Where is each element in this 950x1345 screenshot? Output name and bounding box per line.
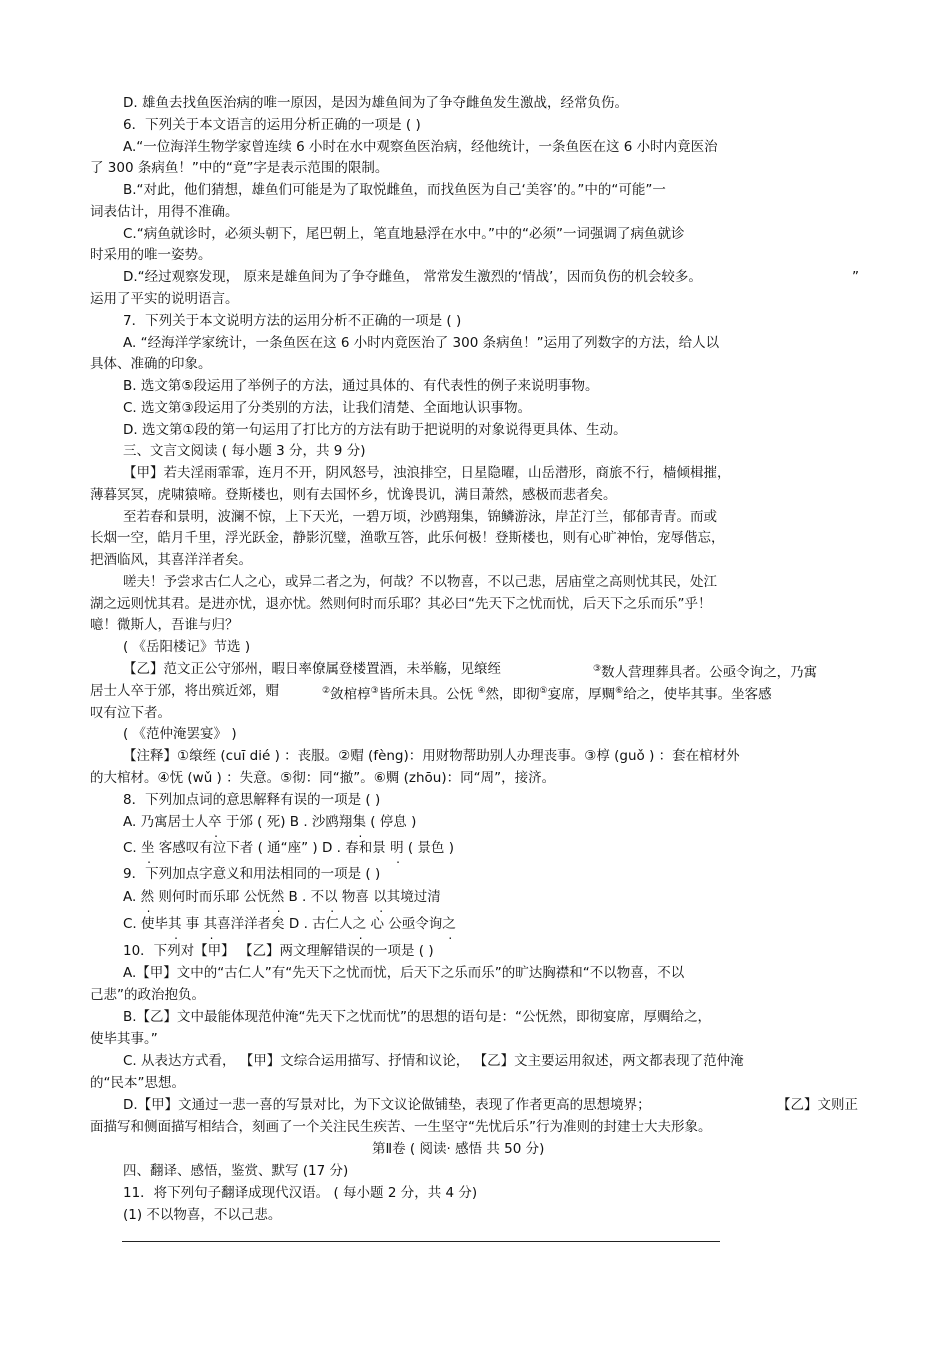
jia-para1-line1: 【甲】若夫淫雨霏霏，连月不开，阴风怒号，浊浪排空，日星隐曜，山岳潜形，商旅不行，樯倾楫摧， bbox=[123, 465, 731, 481]
q6-option-c-line2: 时采用的唯一姿势。 bbox=[90, 247, 212, 263]
note-marker-6: ⑥ bbox=[615, 686, 624, 696]
jia-para2-line1: 至若春和景明，波澜不惊，上下天光，一碧万顷，沙鸥翔集，锦鳞游泳，岸芷汀兰，郁郁青青。而或 bbox=[123, 509, 717, 525]
jia-para1-line2: 薄暮冥冥，虎啸猿啼。登斯楼也，则有去国怀乡，忧谗畏讥，满目萧然，感极而悲者矣。 bbox=[90, 487, 617, 503]
q7-option-a-line2: 具体、准确的印象。 bbox=[90, 356, 212, 372]
jia-para3-line2: 湖之远则忧其君。是进亦忧，退亦忧。然则何时而乐耶？其必曰“先天下之忧而忧，后天下之乐而乐”乎！ bbox=[90, 596, 712, 612]
yi-line1: 【乙】范文正公守邠州，暇日率僚属登楼置酒，未举觞，见缞绖 bbox=[123, 661, 501, 677]
jia-para3-line1: 嗟夫！予尝求古仁人之心，或异二者之为，何哉？不以物喜，不以己悲，居庙堂之高则忧其民，处江 bbox=[123, 574, 717, 590]
q9-options-ab: A. 然 则何时而乐耶 公怃然 B . 不以 物喜 以其境过清 bbox=[123, 889, 441, 905]
q10-option-d-tail: 【乙】文则正 bbox=[777, 1097, 858, 1113]
jia-para2-line2: 长烟一空，皓月千里，浮光跃金，静影沉璧，渔歌互答，此乐何极！登斯楼也，则有心旷神怡，宠辱偕忘， bbox=[90, 530, 725, 546]
note-marker-3: ③ bbox=[593, 664, 602, 674]
yi-line1-tail: ③数人营理葬具者。公亟令询之，乃寓 bbox=[593, 664, 818, 681]
q6-option-b-line1: B.“对此，他们猜想，雄鱼们可能是为了取悦雌鱼，而找鱼医为自己‘美容’的。”中的“可能”一 bbox=[123, 182, 666, 198]
q8-stem: 8．下列加点词的意思解释有误的一项是 ( ) bbox=[123, 792, 381, 808]
notes-line2: 的大棺材。④怃 (wǔ ) ：失意。⑤彻：同“撤”。⑥赒 (zhōu)：同“周”，接济。 bbox=[90, 770, 556, 786]
q7-option-c: C. 选文第③段运用了分类别的方法，让我们清楚、全面地认识事物。 bbox=[123, 400, 532, 416]
note-marker-3b: ③ bbox=[370, 686, 379, 696]
q11-stem: 11．将下列句子翻译成现代汉语。 ( 每小题 2 分，共 4 分) bbox=[123, 1185, 478, 1201]
yi-line2: 居士人卒于邠，将出殡近郊，赗 bbox=[90, 683, 279, 699]
jia-para2-line3: 把酒临风，其喜洋洋者矣。 bbox=[90, 552, 252, 568]
q9-stem: 9．下列加点字意义和用法相同的一项是 ( ) bbox=[123, 866, 381, 882]
q10-option-d-line1: D.【甲】文通过一悲一喜的写景对比，为下文议论做铺垫，表现了作者更高的思想境界； bbox=[123, 1097, 651, 1113]
q6-option-d-quote: ” bbox=[852, 269, 859, 285]
q7-option-d: D. 选文第①段的第一句运用了打比方的方法有助于把说明的对象说得更具体、生动。 bbox=[123, 422, 627, 438]
q10-option-a-line1: A.【甲】文中的“古仁人”有“先天下之忧而忧，后天下之乐而乐”的旷达胸襟和“不以物喜，不以 bbox=[123, 965, 685, 981]
q6-stem: 6．下列关于本文语言的运用分析正确的一项是 ( ) bbox=[123, 117, 421, 133]
note-marker-4: ④ bbox=[477, 686, 486, 696]
yi-line3: 叹有泣下者。 bbox=[90, 705, 171, 721]
section-3-heading: 三、文言文阅读 ( 每小题 3 分，共 9 分) bbox=[123, 443, 366, 459]
q8-options-ab: A. 乃寓居士人卒 于邠 ( 死) B . 沙鸥翔集 ( 停息 ) bbox=[123, 814, 417, 830]
q7-stem: 7．下列关于本文说明方法的运用分析不正确的一项是 ( ) bbox=[123, 313, 462, 329]
q10-option-b-line1: B.【乙】文中最能体现范仲淹“先天下之忧而忧”的思想的语句是：“公怃然，即彻宴席，厚赒给之， bbox=[123, 1009, 712, 1025]
notes-line1: 【注释】①缞绖 (cuī dié ) ：丧服。②赗 (fèng)：用财物帮助别人办理丧事。③椁 (guǒ ) ：套在棺材外 bbox=[123, 748, 740, 764]
q10-option-a-line2: 己悲”的政治抱负。 bbox=[90, 987, 205, 1003]
section-4-heading: 四、翻译、感悟，鉴赏、默写 (17 分) bbox=[123, 1163, 349, 1179]
q7-option-b: B. 选文第⑤段运用了举例子的方法，通过具体的、有代表性的例子来说明事物。 bbox=[123, 378, 599, 394]
q6-option-d-line1: D.“经过观察发现， 原来是雄鱼间为了争夺雌鱼， 常常发生激烈的‘情战’，因而负伤的机会较多。 bbox=[123, 269, 702, 285]
q10-option-b-line2: 使毕其事。” bbox=[90, 1031, 158, 1047]
q11-item-1: (1) 不以物喜，不以己悲。 bbox=[123, 1207, 282, 1223]
q6-option-d-line2: 运用了平实的说明语言。 bbox=[90, 291, 239, 307]
answer-line bbox=[122, 1241, 720, 1242]
q5-option-d: D. 雄鱼去找鱼医治病的唯一原因，是因为雄鱼间为了争夺雌鱼发生激战，经常负伤。 bbox=[123, 95, 628, 111]
jia-source: ( 《岳阳楼记》节选 ) bbox=[123, 639, 251, 655]
q10-option-d-line2: 面描写和侧面描写相结合，刻画了一个关注民生疾苦、一生坚守“先忧后乐”行为准则的封建士大夫形象。 bbox=[90, 1119, 712, 1135]
part-2-heading: 第Ⅱ卷 ( 阅读· 感悟 共 50 分) bbox=[372, 1141, 545, 1157]
q10-option-c-line1: C. 从表达方式看， 【甲】文综合运用描写、抒情和议论， 【乙】文主要运用叙述，两文都表现了范仲淹 bbox=[123, 1053, 744, 1069]
q8-options-cd: C. 坐 客感叹有泣下者 ( 通“座” ) D . 春和景 明 ( 景色 ) bbox=[123, 840, 454, 856]
q6-option-c-line1: C.“病鱼就诊时，必须头朝下，尾巴朝上，笔直地悬浮在水中。”中的“必须”一词强调了病鱼就诊 bbox=[123, 226, 685, 242]
jia-para3-line3: 噫！微斯人，吾谁与归？ bbox=[90, 617, 239, 633]
note-marker-2: ② bbox=[322, 686, 331, 696]
q6-option-a-line1: A.“一位海洋生物学家曾连续 6 小时在水中观察鱼医治病，经他统计，一条鱼医在这 6 小时内竟医治 bbox=[123, 139, 718, 155]
q6-option-a-line2: 了 300 条病鱼！”中的“竟”字是表示范围的限制。 bbox=[90, 160, 389, 176]
q6-option-b-line2: 词表估计，用得不准确。 bbox=[90, 204, 239, 220]
q9-options-cd: C. 使毕其 事 其喜洋洋者矣 D . 古仁人之 心 公亟令询之 bbox=[123, 916, 456, 932]
q10-option-c-line2: 的“民本”思想。 bbox=[90, 1075, 185, 1091]
yi-source: ( 《范仲淹罢宴》 ) bbox=[123, 726, 237, 742]
note-marker-5: ⑤ bbox=[539, 686, 548, 696]
q7-option-a-line1: A. “经海洋学家统计，一条鱼医在这 6 小时内竟医治了 300 条病鱼！”运用了列数字的方法，给人以 bbox=[123, 335, 720, 351]
q10-stem: 10．下列对【甲】 【乙】两文理解错误的一项是 ( ) bbox=[123, 943, 434, 959]
yi-line2-tail: ②敛棺椁③皆所未具。公怃 ④然，即彻⑤宴席，厚赒⑥给之，使毕其事。坐客感 bbox=[322, 686, 772, 703]
